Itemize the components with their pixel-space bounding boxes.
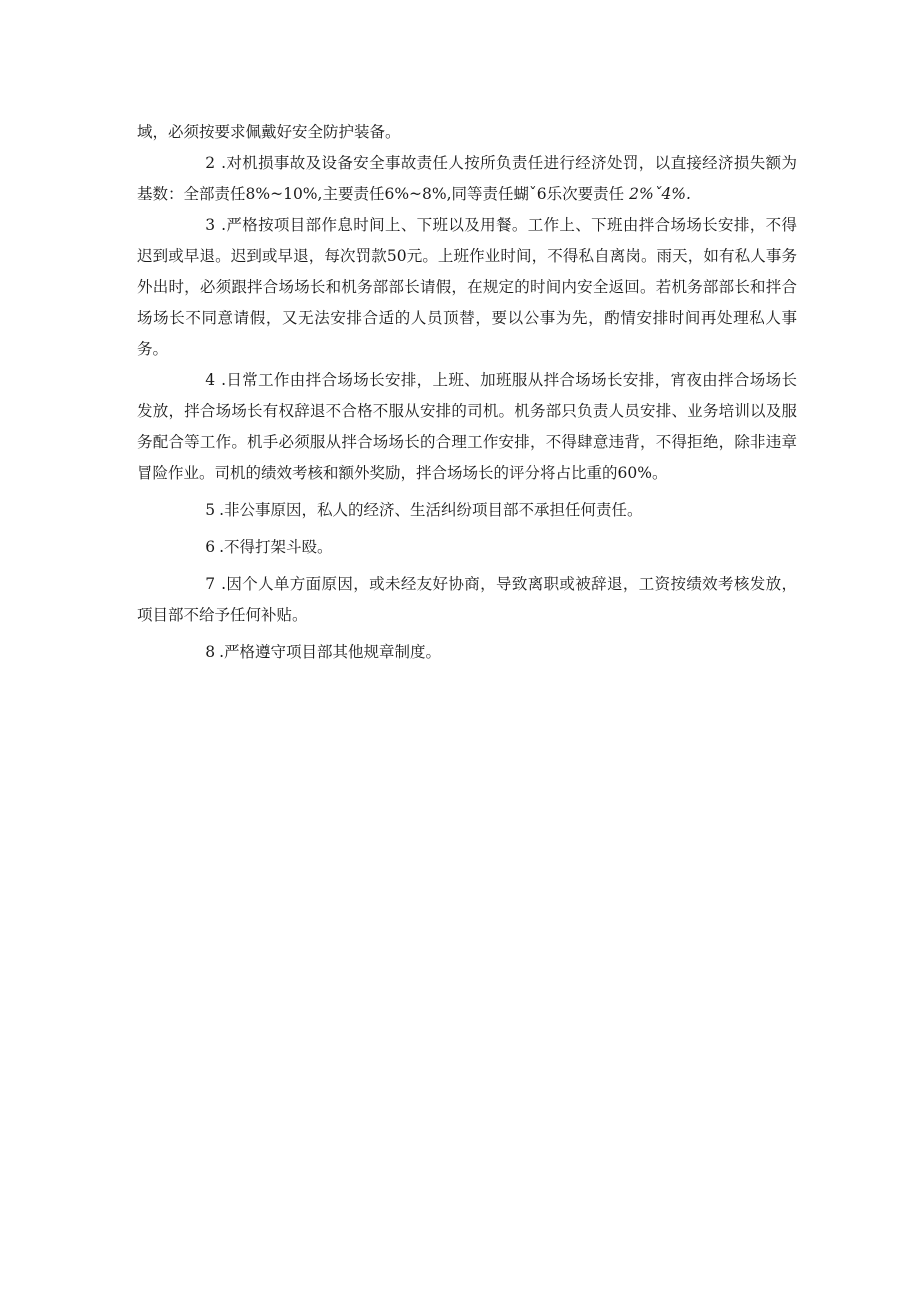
paragraph-item-6: [137, 532, 797, 563]
paragraph-item-2: [137, 148, 797, 210]
paragraph-text: .严格按项目部作息时间上、下班以及用餐。工作上、下班由拌合场场长安排，不得迟到或早退。迟到或早退，每次罚款50元。上班作业时间，不得私自离岗。雨天，如有私人事务外出时，必须跟拌合场场长和机务部部长请假，在规定的时间内安全返回。若机务部部长和拌合场场长不同意请假，又无法安排合适的人员顶替，要以公事为先，酌情安排时间再处理私人事务。: [137, 216, 797, 358]
paragraph-item-3: [137, 210, 797, 365]
paragraph-text: .因个人单方面原因，或未经友好协商，导致离职或被辞退，工资按绩效考核发放，项目部不给予任何补贴。: [137, 575, 797, 624]
paragraph-text: .日常工作由拌合场场长安排，上班、加班服从拌合场场长安排，宵夜由拌合场场长发放，拌合场场长有权辞退不合格不服从安排的司机。机务部只负责人员安排、业务培训以及服务配合等工作。机手必须服从拌合场场长的合理工作安排，不得肆意违背，不得拒绝，除非违章冒险作业。司机的绩效考核和额外奖励，拌合场场长的评分将占比重的60%。: [137, 371, 797, 482]
paragraph-text: .严格遵守项目部其他规章制度。: [219, 643, 442, 661]
item-number: 6: [205, 538, 216, 556]
item-number: 4: [205, 371, 216, 389]
paragraph-item-4: [137, 365, 797, 489]
item-number: 2: [205, 154, 216, 172]
paragraph-text: .不得打架斗殴。: [219, 538, 333, 556]
item-number: 8: [205, 643, 216, 661]
paragraph-continuation: [137, 117, 797, 148]
paragraph-item-7: [137, 569, 797, 631]
paragraph-item-5: [137, 495, 797, 526]
paragraph-item-8: [137, 637, 797, 668]
item-number: 7: [205, 575, 216, 593]
item-number: 3: [205, 216, 216, 234]
paragraph-text: .非公事原因，私人的经济、生活纠纷项目部不承担任何责任。: [219, 501, 643, 519]
paragraph-text: .对机损事故及设备安全事故责任人按所负责任进行经济处罚，以直接经济损失额为基数：全部责任8%~10%,主要责任6%~8%,同等责任蝴ˇ6乐次要责任: [137, 154, 797, 203]
item-number: 5: [205, 501, 216, 519]
paragraph-text: 域，必须按要求佩戴好安全防护装备。: [137, 123, 401, 141]
document-body: [137, 117, 797, 668]
paragraph-tail: 2%ˇ4%.: [629, 185, 691, 203]
